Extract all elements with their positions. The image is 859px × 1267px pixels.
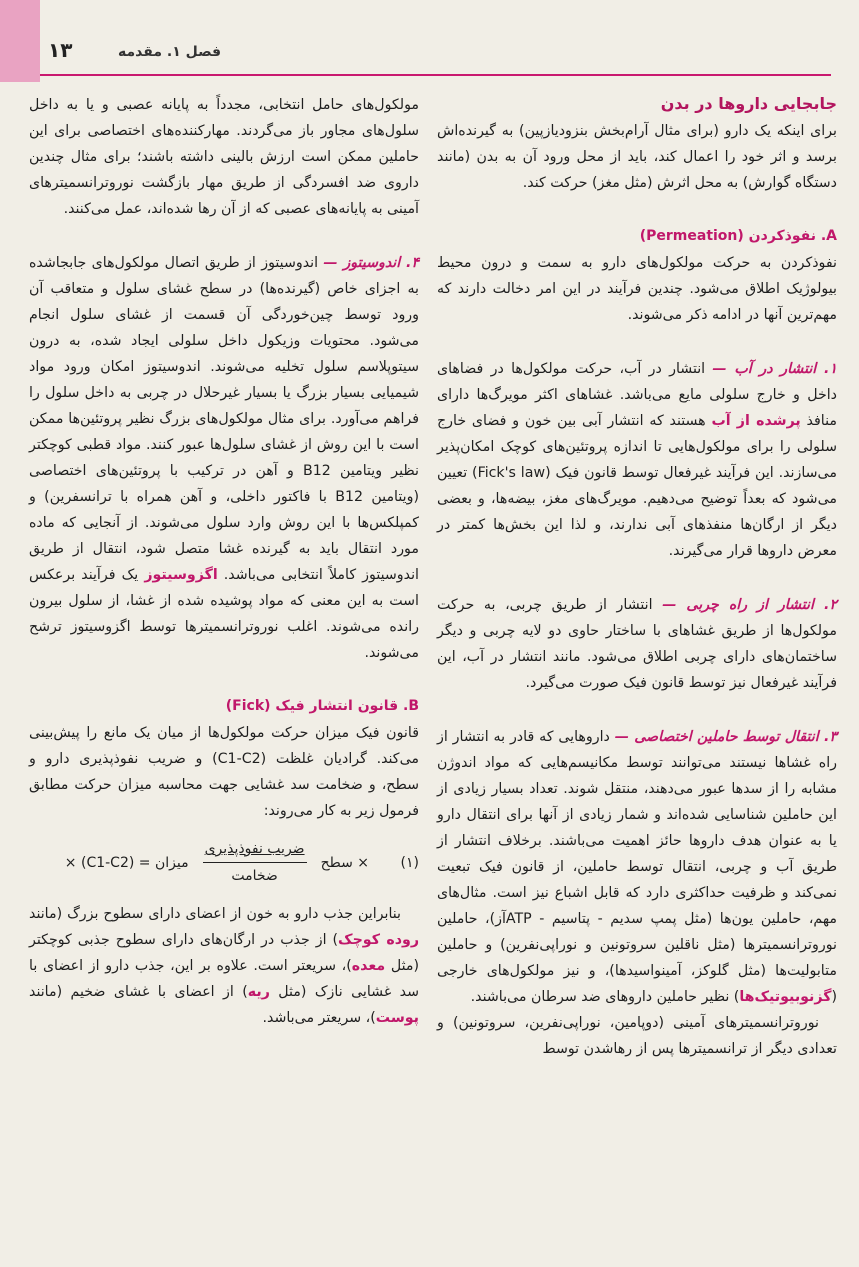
absorption-text-e: )، سریعتر می‌باشد. <box>262 1010 376 1026</box>
formula-number: (۱) <box>400 854 419 871</box>
item-3-text-b: ) نظیر حاملین داروهای ضد سرطان می‌باشند. <box>470 989 740 1005</box>
carrier-continuation-paragraph: مولکول‌های حامل انتخابی، مجدداً به پایانه عصبی و یا به داخل سلول‌های مجاور باز می‌گردند. مهارکننده‌های اختصاصی برای این حاملین ممکن است ارزش بالینی داشته باشند؛ برای مثال چندین داروی ضد افسردگی از طریق مهار بازگشت نوروترانسمیترهای آمینی به پایانه‌های عصبی که از آن رها شده‌اند، عمل می‌کنند. <box>29 97 419 217</box>
section-title: جابجایی داروها در بدن <box>660 94 837 113</box>
formula-rhs: × سطح <box>320 854 369 871</box>
absorption-text-a: بنابراین جذب دارو به خون از اعضای دارای سطوح بزرگ (مانند <box>29 906 401 922</box>
item-1-highlight: پرشده از آب <box>711 413 801 429</box>
intro-paragraph: برای اینکه یک دارو (برای مثال آرام‌بخش بنزودیازپین) به گیرنده‌اش برسد و اثر خود را اعمال کند، باید از محل ورود آن به بدن (مانند دستگاه گوارش) به محل اثرش (مثل مغز) حرکت کند. <box>437 123 837 191</box>
item-3-highlight: گزنوبیوتیک‌ها <box>739 989 832 1005</box>
subsection-a-title: A. نفوذکردن (Permeation) <box>639 228 837 244</box>
absorption-highlight-lung: ریه <box>247 984 270 1000</box>
item-1-heading: ۱. انتشار در آب — <box>712 361 837 377</box>
item-2-heading: ۲. انتشار از راه چربی — <box>662 597 838 613</box>
item-1-text-a: انتشار در آب، حرکت مولکول‌ها در فضاهای داخل و خارج سلولی مایع می‌باشد. غشاهای اکثر مویرگ‌ها دارای منافذ <box>437 361 837 429</box>
right-column <box>437 92 837 1062</box>
item-4-heading: ۴. اندوسیتوز — <box>323 255 419 271</box>
left-column <box>29 92 419 1031</box>
subsection-b-title: B. قانون انتشار فیک (Fick) <box>225 698 419 714</box>
item-2-text: انتشار از طریق چربی، به حرکت مولکول‌ها از طریق غشاهای با ساختار حاوی دو لایه چربی و دیگر ساختمان‌های دارای چربی اطلاق می‌شود. مانند انتشار در آب، این فرآیند غیرفعال نیز توسط قانون فیک صورت می‌گیرد. <box>437 597 837 691</box>
item-3-paragraph <box>437 724 837 1010</box>
item-3-continuation: نوروترانسمیترهای آمینی (دوپامین، نوراپی‌نفرین، سروتونین) و تعدادی دیگر از ترانسمیترها پس از رهاشدن توسط <box>437 1015 837 1057</box>
item-3-text-a: داروهایی که قادر به انتشار از راه غشاها نیستند می‌توانند توسط مکانیسم‌هایی که مواد اندوژن مشابه را از سدها عبور می‌دهند، منتقل شوند. تعداد بسیار زیادی از این حاملین شناسایی شده‌اند و شمار زیادی از آنها برای انتقال دارو یا به عنوان هدف داروها حائز اهمیت می‌باشند. برخلاف انتشار از طریق آب و چربی، انتقال توسط حاملین، از قانون فیک تبعیت نمی‌کند و ظرفیت حداکثری دارد که قابل اشباع نیز است. مثال‌های مهم، حاملین یون‌ها (مثل پمپ سدیم - پتاسیم - ATPآز)، حاملین نوروترانسمیترها (مثل ناقلین سروتونین و نوراپی‌نفرین) و حاملین متابولیت‌ها (مثل گلوکز، آمینواسیدها)، و نیز مولکول‌های خارجی ( <box>437 729 837 1005</box>
formula-lhs: میزان = (C1-C2) × <box>64 854 189 871</box>
absorption-highlight-stomach: معده <box>351 958 386 974</box>
absorption-text-b: ) از جذب در ارگان‌های دارای سطوح جذبی کوچکتر (مثل <box>29 932 419 974</box>
item-4-text-b: یک فرآیند برعکس است به این معنی که مواد پوشیده شده از غشا، از سلول بیرون رانده می‌شوند. اغلب نوروترانسمیترها توسط اگزوسیتوز ترشح می‌شوند. <box>29 567 419 661</box>
item-4-paragraph <box>29 250 419 666</box>
chapter-title: فصل ۱. مقدمه <box>118 44 222 60</box>
item-4-highlight: اگزوسیتوز <box>144 567 218 583</box>
fick-formula <box>29 836 419 889</box>
subsection-a-paragraph: نفوذکردن به حرکت مولکول‌های دارو به سمت و درون محیط بیولوژیک اطلاق می‌شود. چندین فرآیند در این امر دخالت دارند که مهم‌ترین آنها در ادامه ذکر می‌شوند. <box>437 255 837 323</box>
page-number: ۱۳ <box>48 38 73 62</box>
header-divider <box>40 74 831 76</box>
item-3-heading: ۳. انتقال توسط حاملین اختصاصی — <box>614 729 837 745</box>
formula-denominator: ضخامت <box>231 868 278 884</box>
item-1-text-b: هستند که انتشار آبی بین خون و فضای خارج سلولی را برای مولکول‌هایی تا اندازه پروتئین‌های کوچک امکان‌پذیر می‌سازند. این فرآیند غیرفعال توسط قانون فیک (Fick's law) تعیین می‌شود که بعداً توضیح می‌دهیم. مویرگ‌های مغز، بیضه‌ها، و بعضی دیگر از ارگان‌ها منفذهای آبی ندارند، و لذا این بخش‌ها کمتر در معرض داروها قرار می‌گیرند. <box>437 413 837 559</box>
formula-numerator: ضریب نفوذپذیری <box>203 836 307 863</box>
absorption-highlight-small-intestine: روده کوچک <box>338 932 419 948</box>
absorption-highlight-skin: پوست <box>375 1010 419 1026</box>
formula-fraction <box>203 836 307 889</box>
item-4-text-a: اندوسیتوز از طریق اتصال مولکول‌های جابجاشده به اجزای خاص (گیرنده‌ها) در سطح غشای سلول و متعاقب آن ورود توسط چین‌خوردگی آن قسمت از غشای سلول انجام می‌شود. محتویات وزیکول داخل سلولی ایجاد شده، به درون سیتوپلاسم سلول تخلیه می‌شوند. اندوسیتوز امکان ورود مواد شیمیایی بسیار بزرگ یا بسیار غیرحلال در چربی به داخل سلول را فراهم می‌آورد. برای مثال مولکول‌های بزرگ نظیر پروتئین‌ها ممکن است با این روش از غشای سلول‌ها عبور کنند. مواد قطبی کوچکتر نظیر ویتامین B12 و آهن در ترکیب با پروتئین‌های اختصاصی (ویتامین B12 با فاکتور داخلی، و آهن همراه با ترانسفرین) و کمپلکس‌ها با این روش وارد سلول می‌شوند. از آنجایی که ماده مورد انتقال باید به گیرنده غشا متصل شود، انتقال از طریق اندوسیتوز کاملاً انتخابی می‌باشد. <box>29 255 419 583</box>
absorption-text-d: ) از اعضای با غشای ضخیم (مانند <box>29 984 248 1000</box>
subsection-b-paragraph: قانون فیک میزان حرکت مولکول‌ها از میان یک مانع را پیش‌بینی می‌کند. گرادیان غلظت (C1-C2) و ضریب نفوذپذیری دارو و سطح، و ضخامت سد غشایی جهت محاسبه میزان حرکت مطابق فرمول زیر به کار می‌روند: <box>29 725 419 819</box>
item-2-paragraph <box>437 592 837 696</box>
chapter-tab <box>0 0 40 82</box>
absorption-text-c: )، سریعتر است. علاوه بر این، جذب دارو از اعضای با سد غشایی نازک (مثل <box>29 958 419 1000</box>
absorption-paragraph <box>29 901 419 1031</box>
item-1-paragraph <box>437 356 837 564</box>
